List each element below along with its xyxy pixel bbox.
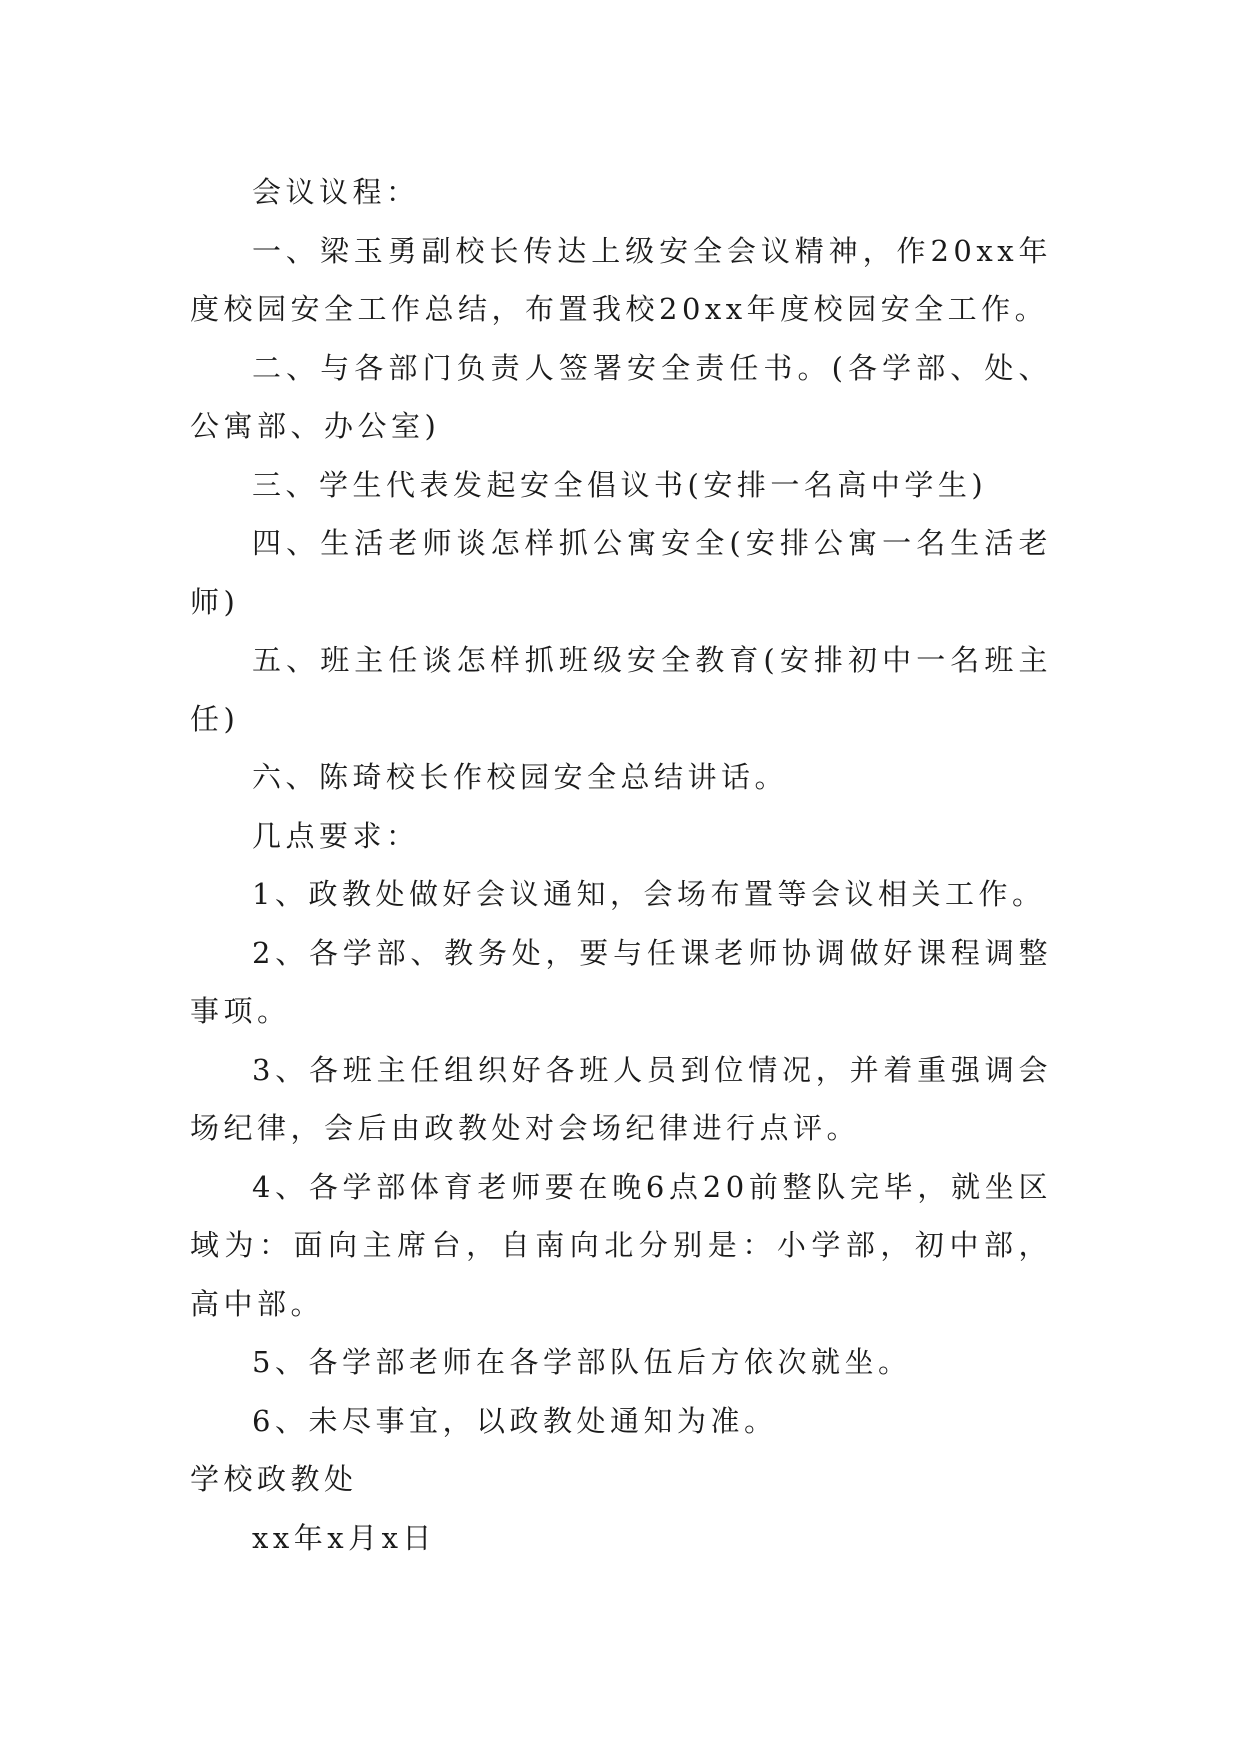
signature: 学校政教处 (190, 1462, 358, 1496)
agenda-item-5: 五、班主任谈怎样抓班级安全教育(安排初中一名班主任) (190, 643, 1052, 736)
requirement-3: 3、各班主任组织好各班人员到位情况，并着重强调会场纪律，会后由政教处对会场纪律进行点评。 (190, 1052, 1052, 1145)
date: xx年x月x日 (252, 1520, 436, 1555)
agenda-item-6: 六、陈琦校长作校园安全总结讲话。 (252, 760, 789, 794)
requirement-2: 2、各学部、教务处，要与任课老师协调做好课程调整事项。 (190, 935, 1052, 1028)
requirement-4: 4、各学部体育老师要在晚6点20前整队完毕，就坐区域为：面向主席台，自南向北分别是：小学部，初中部，高中部。 (190, 1169, 1052, 1321)
requirement-1: 1、政教处做好会议通知，会场布置等会议相关工作。 (252, 877, 1046, 911)
requirement-5: 5、各学部老师在各学部队伍后方依次就坐。 (252, 1345, 912, 1379)
agenda-item-2: 二、与各部门负责人签署安全责任书。(各学部、处、公寓部、办公室) (190, 350, 1052, 443)
agenda-item-3: 三、学生代表发起安全倡议书(安排一名高中学生) (252, 467, 988, 502)
requirement-6: 6、未尽事宜，以政教处通知为准。 (252, 1403, 778, 1438)
agenda-item-1: 一、梁玉勇副校长传达上级安全会议精神，作20xx年度校园安全工作总结，布置我校20xx年度校园安全工作。 (190, 233, 1052, 326)
agenda-heading: 会议议程： (252, 175, 420, 209)
requirements-heading: 几点要求： (252, 818, 420, 853)
document-body (190, 163, 1052, 1567)
agenda-item-4: 四、生活老师谈怎样抓公寓安全(安排公寓一名生活老师) (190, 526, 1052, 619)
